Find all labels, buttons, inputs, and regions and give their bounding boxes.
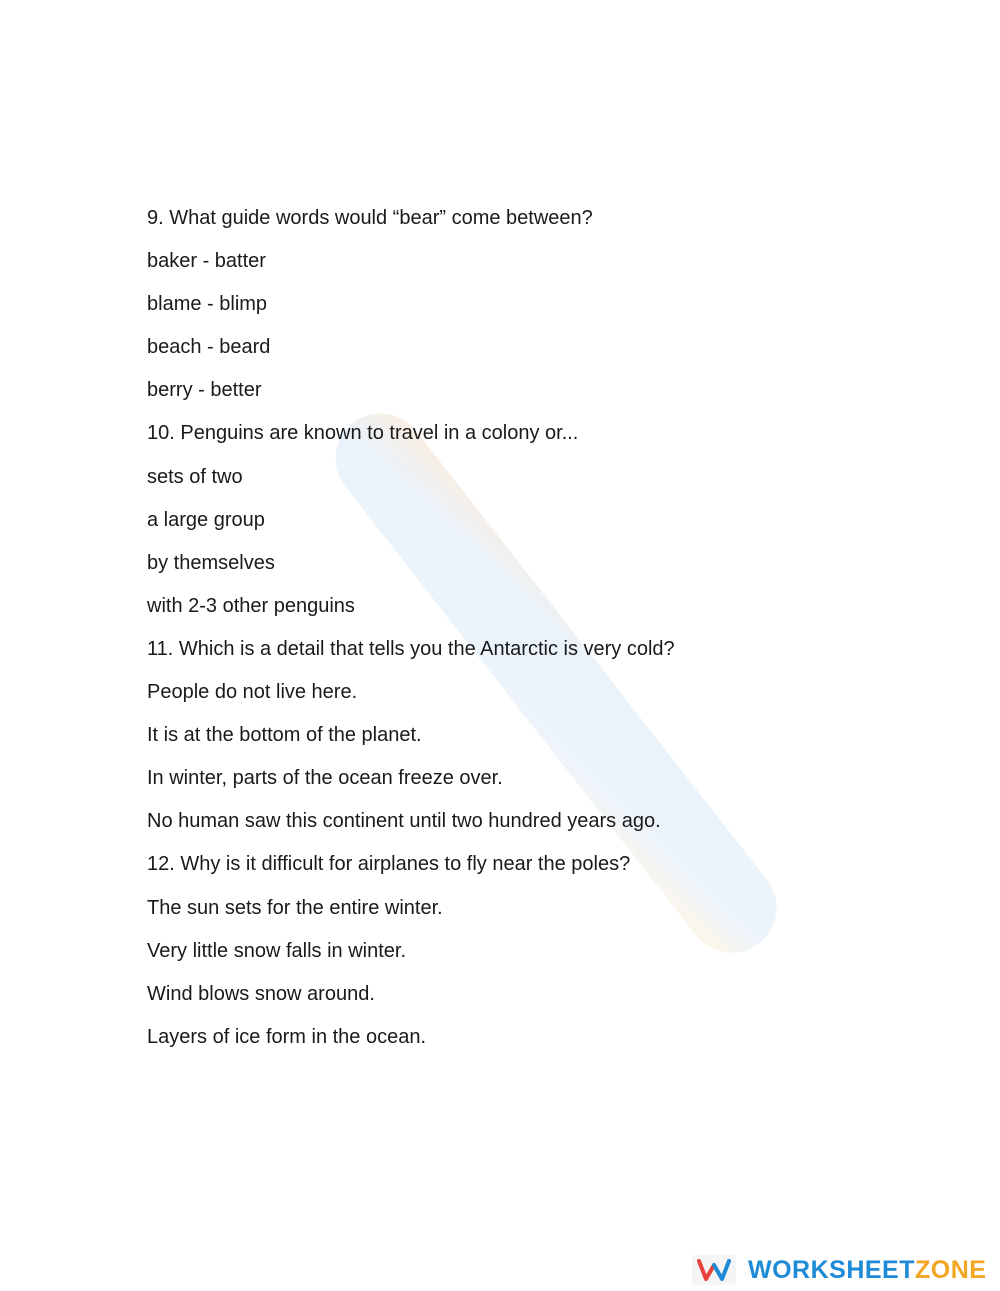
question-9: 9. What guide words would “bear” come between? <box>147 207 593 229</box>
logo-wordmark-part1: WORKSHEET <box>748 1256 915 1284</box>
answer-option: It is at the bottom of the planet. <box>147 724 422 747</box>
answer-option: sets of two <box>147 465 243 488</box>
worksheet-question-list <box>147 203 947 1065</box>
worksheetzone-logo <box>692 1252 1000 1288</box>
answer-option: a large group <box>147 508 265 531</box>
answer-option: blame - blimp <box>147 293 268 316</box>
answer-option: baker - batter <box>147 250 266 273</box>
question-12: 12. Why is it difficult for airplanes to fly near the poles? <box>147 853 631 876</box>
question-10: 10. Penguins are known to travel in a colony or... <box>147 422 579 445</box>
question-11: 11. Which is a detail that tells you the Antarctic is very cold? <box>147 637 675 660</box>
answer-option: with 2-3 other penguins <box>147 594 355 617</box>
logo-wordmark-part2: ZONE <box>915 1256 987 1284</box>
answer-option: Very little snow falls in winter. <box>147 939 406 962</box>
answer-option: Layers of ice form in the ocean. <box>147 1025 427 1048</box>
worksheetzone-w-icon <box>692 1255 736 1285</box>
answer-option: by themselves <box>147 551 275 574</box>
logo-wordmark <box>748 1255 986 1285</box>
answer-option: berry - better <box>147 379 262 402</box>
answer-option: People do not live here. <box>147 681 358 704</box>
answer-option: The sun sets for the entire winter. <box>147 896 443 919</box>
answer-option: In winter, parts of the ocean freeze over. <box>147 767 503 790</box>
answer-option: Wind blows snow around. <box>147 982 375 1005</box>
answer-option: beach - beard <box>147 336 271 359</box>
answer-option: No human saw this continent until two hundred years ago. <box>147 810 661 833</box>
